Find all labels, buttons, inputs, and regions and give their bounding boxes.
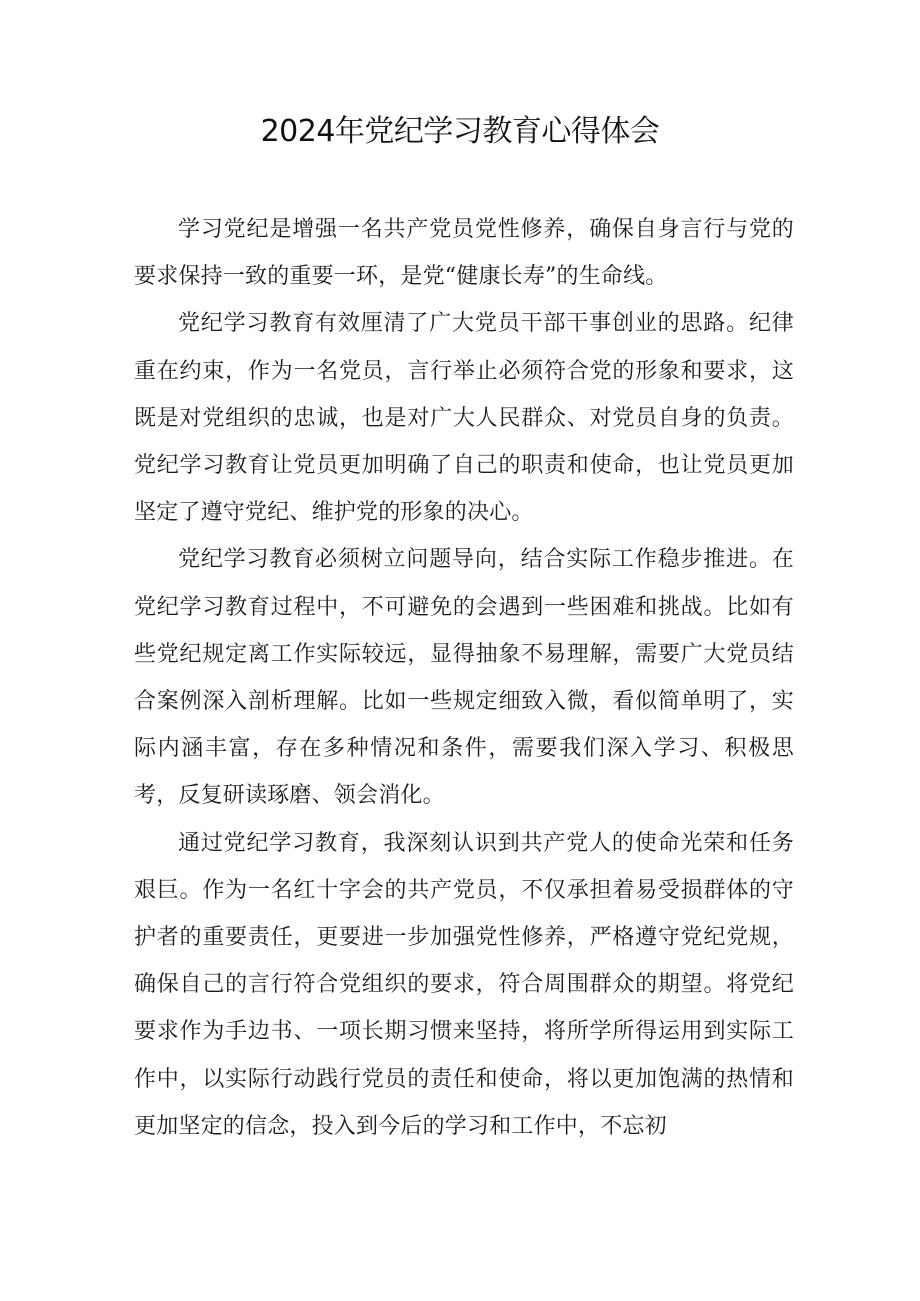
paragraph-2: 党纪学习教育有效厘清了广大党员干部干事创业的思路。纪律重在约束，作为一名党员，言行举止必须符合党的形象和要求，这既是对党组织的忠诚，也是对广大人民群众、对党员自身的负责。党纪学习教育让党员更加明确了自己的职责和使命，也让党员更加坚定了遵守党纪、维护党的形象的决心。 [134, 311, 794, 526]
paragraph-4: 通过党纪学习教育，我深刻认识到共产党人的使命光荣和任务艰巨。作为一名红十字会的共产党员，不仅承担着易受损群体的守护者的重要责任，更要进一步加强党性修养，严格遵守党纪党规，确保自己的言行符合党组织的要求，符合周围群众的期望。将党纪要求作为手边书、一项长期习惯来坚持，将所学所得运用到实际工作中，以实际行动践行党员的责任和使命，将以更加饱满的热情和更加坚定的信念，投入到今后的学习和工作中，不忘初 [134, 830, 794, 1139]
paragraph-3: 党纪学习教育必须树立问题导向，结合实际工作稳步推进。在党纪学习教育过程中，不可避免的会遇到一些困难和挑战。比如有些党纪规定离工作实际较远，显得抽象不易理解，需要广大党员结合案例深入剖析理解。比如一些规定细致入微，看似简单明了，实际内涵丰富，存在多种情况和条件，需要我们深入学习、积极思考，反复研读琢磨、领会消化。 [134, 547, 794, 809]
paragraph-1: 学习党纪是增强一名共产党员党性修养，确保自身言行与党的要求保持一致的重要一环，是党“健康长寿”的生命线。 [134, 217, 794, 290]
document-body [134, 206, 794, 1150]
document-title: 2024年党纪学习教育心得体会 [260, 114, 660, 149]
